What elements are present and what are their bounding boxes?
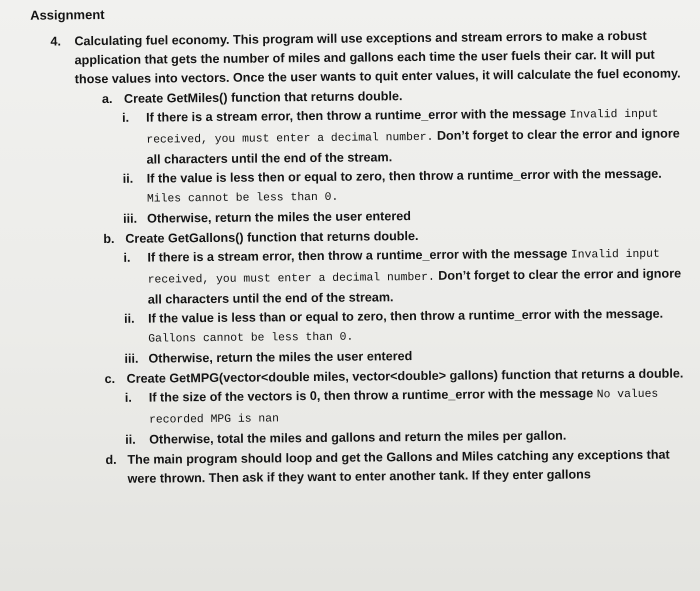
subitem-marker: ii. [122, 171, 134, 186]
subitem-marker: i. [124, 390, 132, 405]
error-message-code: Invalid input received, you must enter a decimal number. [146, 108, 659, 147]
subitem-marker: i. [123, 250, 131, 265]
subitem-marker: iii. [124, 351, 139, 366]
subitem-text: If the value is less than or equal to zero, then throw a runtime_error with the message. [147, 306, 664, 326]
subitem-text: If the size of the vectors is 0, then throw a runtime_error with the message [148, 386, 594, 405]
item-d [78, 445, 690, 489]
subitem-marker: i. [122, 110, 130, 125]
subitem-text: If there is a stream error, then throw a runtime_error with the message [147, 246, 568, 265]
subitem-text: Otherwise, total the miles and gallons and return the miles per gallon. [149, 428, 567, 447]
subitem-text: If the value is less then or equal to zero, then throw a runtime_error with the message. [146, 166, 662, 186]
item-text: Create GetMiles() function that returns double. [123, 89, 403, 106]
error-message-code: Invalid input received, you must enter a decimal number. [147, 248, 660, 287]
item-text: Create GetGallons() function that returns double. [125, 228, 419, 246]
question-number: 4. [50, 34, 61, 49]
subitem-c-i [78, 383, 690, 431]
assignment-heading: Assignment [30, 6, 105, 23]
subitem-a-ii [76, 164, 688, 210]
subitem-b-ii [77, 304, 689, 350]
item-marker: b. [103, 231, 115, 247]
item-marker: c. [104, 371, 116, 387]
item-text: The main program should loop and get the Gallons and Miles catching any exceptions that were thrown. Then ask if they want to enter another tank. If they enter gallons [127, 447, 670, 486]
item-marker: a. [101, 91, 113, 107]
question-4 [30, 26, 690, 489]
subitem-b-i [76, 243, 689, 310]
error-message-code: Gallons cannot be less than 0. [148, 331, 354, 346]
question-intro: Calculating fuel economy. This program will use exceptions and stream errors to make a robust application that gets the number of miles and gallons each time the user fuels their car. It will put those values into vectors. Once the user wants to quit enter values, it will calculate the fuel economy. [74, 28, 681, 87]
item-text: Create GetMPG(vector<double miles, vector<double> gallons) function that returns a double. [126, 366, 684, 386]
subitem-marker: ii. [123, 311, 135, 326]
subitem-a-i [75, 103, 688, 170]
subitem-text-tail: Don’t forget to clear the error and ignore all characters until the end of the stream. [146, 126, 680, 167]
subitem-text: If there is a stream error, then throw a runtime_error with the message [146, 106, 567, 125]
subitem-marker: ii. [125, 432, 136, 447]
error-message-code: Miles cannot be less than 0. [146, 191, 339, 206]
subitem-text-tail: Don’t forget to clear the error and ignore all characters until the end of the stream. [147, 266, 682, 307]
item-marker: d. [105, 452, 117, 468]
subitem-marker: iii. [123, 211, 138, 226]
error-message-code: No values recorded MPG is nan [148, 388, 659, 427]
subitem-text: Otherwise, return the miles the user entered [147, 209, 412, 226]
subitem-text: Otherwise, return the miles the user entered [148, 349, 413, 366]
